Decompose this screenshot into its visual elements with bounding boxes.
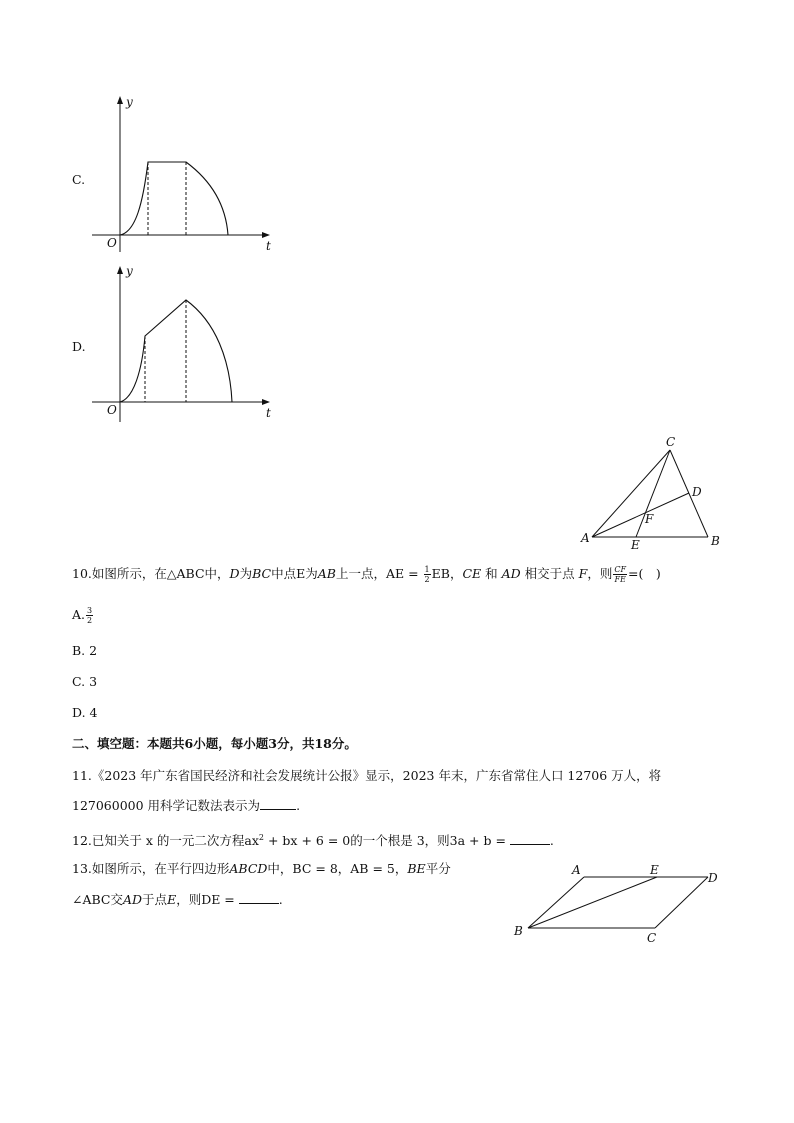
question-13-line-2: ∠ABC交AD于点E，则DE = . <box>72 892 283 907</box>
para-point-c-label: C <box>647 931 657 945</box>
answer-blank-12[interactable] <box>510 832 550 845</box>
graph-d-curve <box>120 300 232 402</box>
graph-c-t-label: t <box>266 239 271 253</box>
point-e-label: E <box>631 538 640 552</box>
option-d[interactable]: D. 4 <box>72 705 98 720</box>
graph-c-curve <box>120 162 228 235</box>
answer-blank-13[interactable] <box>239 891 279 904</box>
question-11-line-2: 127060000 用科学记数法表示为 . <box>72 798 301 813</box>
option-a[interactable]: A. $\frac{3}{2}$ <box>72 606 93 625</box>
graph-d-t-arrow <box>262 399 270 405</box>
option-c-label: C. <box>72 172 86 187</box>
question-12: 12.已知关于 x 的一元二次方程$ax^2$ + bx + 6 = 0的一个根是 3，则3a + b = . <box>72 833 554 849</box>
segment-be <box>528 877 657 928</box>
option-c[interactable]: C. 3 <box>72 674 98 689</box>
graph-c-origin-label: O <box>107 236 117 250</box>
graph-d <box>88 260 288 426</box>
parallelogram-figure <box>508 860 728 950</box>
section-2-heading: 二、填空题：本题共6小题，每小题3分，共18分。 <box>72 736 357 751</box>
para-point-d-label: D <box>708 871 718 885</box>
fraction-cf-fe: $\frac{CF}{FE}$ <box>614 565 627 584</box>
segment-ab-left <box>528 877 584 928</box>
option-d-label: D. <box>72 339 86 354</box>
graph-d-origin-label: O <box>107 403 117 417</box>
para-point-e-label: E <box>650 863 659 877</box>
point-f-label: F <box>645 512 654 526</box>
graph-c-t-arrow <box>262 232 270 238</box>
graph-d-t-label: t <box>266 406 271 420</box>
graph-d-y-label: y <box>126 264 133 278</box>
question-11-line-1: 11.《2023 年广东省国民经济和社会发展统计公报》显示，2023 年末，广东省常住人口 12706 万人，将 <box>72 768 662 783</box>
point-c-label: C <box>666 435 676 449</box>
segment-ad <box>592 493 689 537</box>
graph-d-y-arrow <box>117 266 123 274</box>
graph-c <box>88 92 288 258</box>
answer-blank-11[interactable] <box>260 797 296 810</box>
para-point-b-label: B <box>514 924 523 938</box>
question-13-line-1: 13.如图所示，在平行四边形ABCD中，BC = 8，AB = 5，BE平分 <box>72 861 451 876</box>
segment-dc-right <box>655 877 708 928</box>
triangle-figure <box>575 432 735 554</box>
question-10: 10.如图所示，在△ABC中，D为BC中点E为AB上一点，AE = $\frac{1}{2}$ EB，CE 和 AD 相交于点 F，则 $\frac{CF}{FE}$ =( ) <box>72 565 661 584</box>
point-a-label: A <box>581 531 590 545</box>
graph-c-y-label: y <box>126 95 133 109</box>
point-d-label: D <box>692 485 702 499</box>
segment-ac <box>592 450 670 537</box>
option-b[interactable]: B. 2 <box>72 643 98 658</box>
graph-c-y-arrow <box>117 96 123 104</box>
fraction-three-halves: $\frac{3}{2}$ <box>87 606 93 625</box>
point-b-label: B <box>711 534 720 548</box>
para-point-a-label: A <box>572 863 581 877</box>
fraction-one-half: $\frac{1}{2}$ <box>424 565 430 584</box>
